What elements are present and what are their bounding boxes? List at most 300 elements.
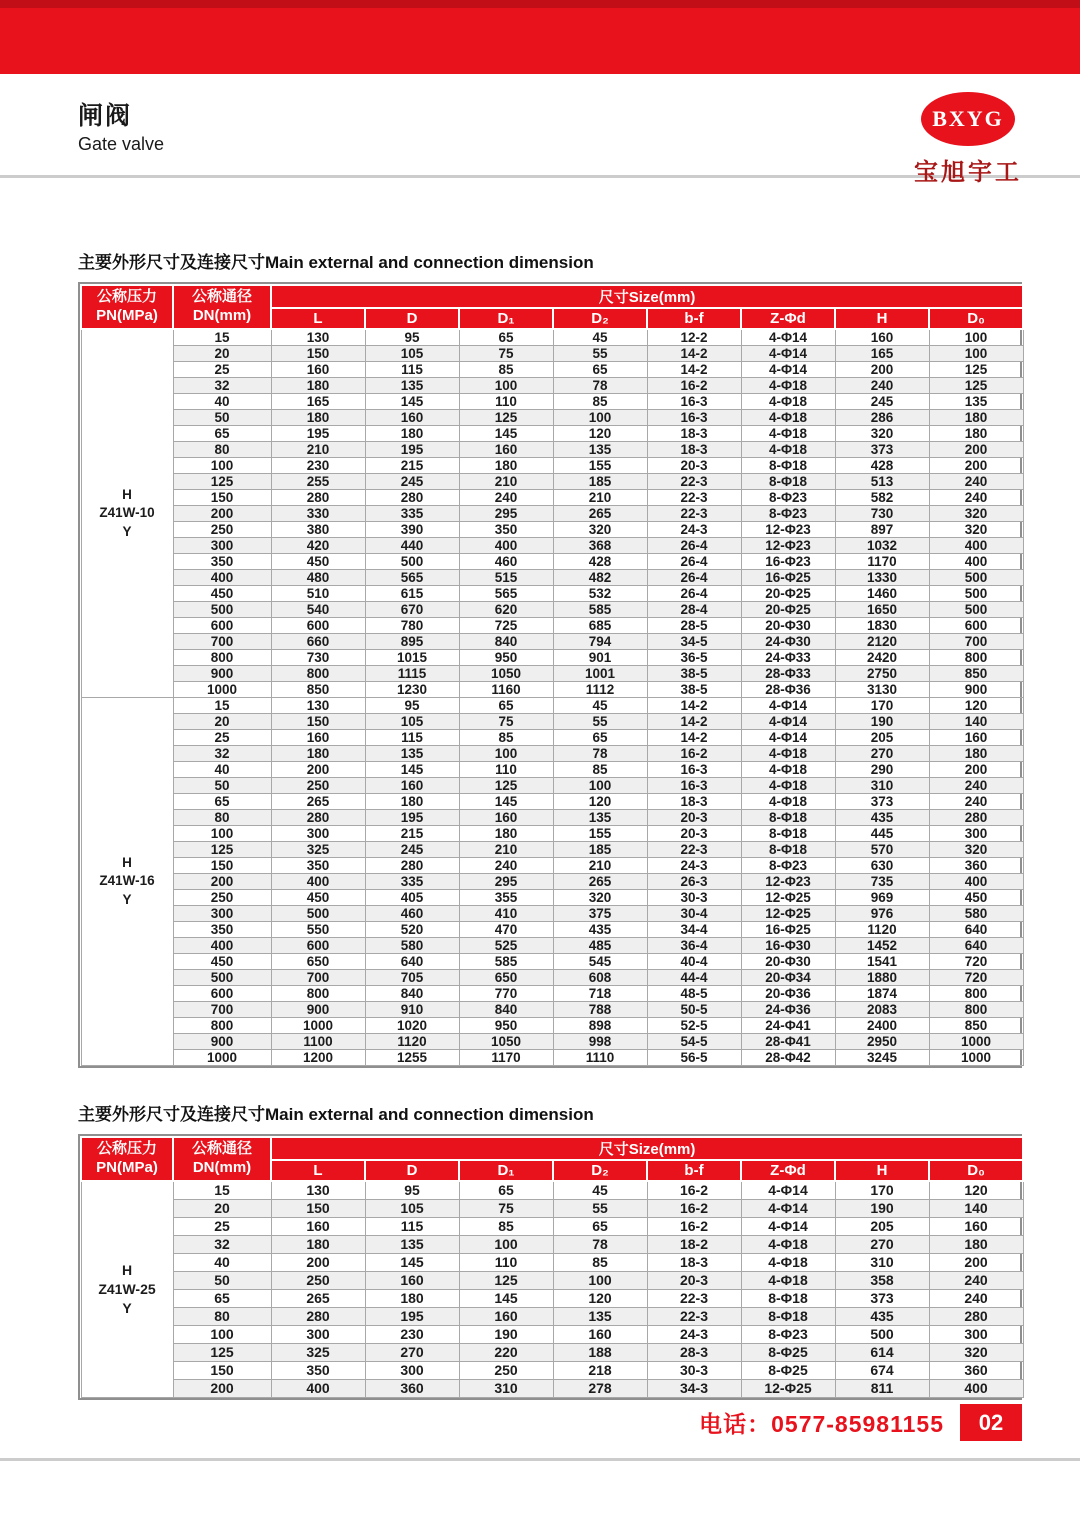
model-label-cell xyxy=(81,329,173,698)
table-row xyxy=(81,858,1023,874)
table-cell: 100 xyxy=(173,1325,271,1343)
table-cell: 1000 xyxy=(271,1018,365,1034)
table-cell: 50 xyxy=(173,1271,271,1289)
table-cell: 38-5 xyxy=(647,666,741,682)
col-header-3: D₂ xyxy=(553,1160,647,1181)
table-cell: 145 xyxy=(365,762,459,778)
table-cell: 4-Φ18 xyxy=(741,394,835,410)
table-cell: 840 xyxy=(365,986,459,1002)
table-cell: 145 xyxy=(459,426,553,442)
table-cell: 4-Φ18 xyxy=(741,794,835,810)
table-cell: 150 xyxy=(173,1361,271,1379)
table-cell: 135 xyxy=(365,1235,459,1253)
table-cell: 2083 xyxy=(835,1002,929,1018)
table-cell: 725 xyxy=(459,618,553,634)
table-row xyxy=(81,874,1023,890)
table-cell: 65 xyxy=(173,1289,271,1307)
table-cell: 350 xyxy=(459,522,553,538)
col-header-dn-en: DN(mm) xyxy=(192,307,252,324)
table-cell: 20-Φ30 xyxy=(741,618,835,634)
table-row xyxy=(81,730,1023,746)
table-row xyxy=(81,1235,1023,1253)
table-row xyxy=(81,746,1023,762)
table-cell: 180 xyxy=(365,426,459,442)
table-cell: 265 xyxy=(553,874,647,890)
table-cell: 210 xyxy=(459,474,553,490)
table-cell: 16-2 xyxy=(647,1181,741,1199)
table-cell: 400 xyxy=(271,874,365,890)
table-cell: 3130 xyxy=(835,682,929,698)
table-cell: 20-3 xyxy=(647,458,741,474)
table-cell: 4-Φ18 xyxy=(741,778,835,794)
table-cell: 255 xyxy=(271,474,365,490)
table-cell: 40-4 xyxy=(647,954,741,970)
table-cell: 405 xyxy=(365,890,459,906)
table-cell: 513 xyxy=(835,474,929,490)
table-row xyxy=(81,410,1023,426)
table-cell: 28-Φ42 xyxy=(741,1050,835,1066)
table-cell: 620 xyxy=(459,602,553,618)
table-cell: 75 xyxy=(459,714,553,730)
table-cell: 300 xyxy=(929,826,1023,842)
table-cell: 26-4 xyxy=(647,538,741,554)
table-cell: 56-5 xyxy=(647,1050,741,1066)
table-cell: 130 xyxy=(271,698,365,714)
table-cell: 700 xyxy=(173,1002,271,1018)
top-banner xyxy=(0,0,1080,74)
table-cell: 240 xyxy=(459,490,553,506)
table-cell: 16-2 xyxy=(647,378,741,394)
table-cell: 360 xyxy=(929,858,1023,874)
table-cell: 901 xyxy=(553,650,647,666)
table-row xyxy=(81,506,1023,522)
table-cell: 532 xyxy=(553,586,647,602)
table-cell: 18-3 xyxy=(647,1253,741,1271)
table-cell: 25 xyxy=(173,362,271,378)
table-cell: 160 xyxy=(271,1217,365,1235)
model-label-cell xyxy=(81,698,173,1066)
table-cell: 155 xyxy=(553,458,647,474)
footer-divider xyxy=(0,1458,1080,1461)
table-cell: 280 xyxy=(365,490,459,506)
page-header xyxy=(0,74,1080,186)
table-cell: 160 xyxy=(271,730,365,746)
table-cell: 320 xyxy=(553,890,647,906)
table-cell: 115 xyxy=(365,362,459,378)
table-cell: 735 xyxy=(835,874,929,890)
table-cell: 40 xyxy=(173,1253,271,1271)
table-cell: 500 xyxy=(271,906,365,922)
table-cell: 100 xyxy=(459,746,553,762)
table-row xyxy=(81,602,1023,618)
table-cell: 250 xyxy=(173,522,271,538)
table-row xyxy=(81,634,1023,650)
table-cell: 640 xyxy=(929,922,1023,938)
table-cell: 24-Φ33 xyxy=(741,650,835,666)
table-cell: 325 xyxy=(271,842,365,858)
table-cell: 8-Φ23 xyxy=(741,1325,835,1343)
table-cell: 65 xyxy=(459,698,553,714)
table-cell: 614 xyxy=(835,1343,929,1361)
table-cell: 180 xyxy=(929,746,1023,762)
table-cell: 180 xyxy=(271,410,365,426)
table-cell: 135 xyxy=(365,378,459,394)
table-cell: 270 xyxy=(835,1235,929,1253)
table-cell: 200 xyxy=(173,506,271,522)
table-cell: 520 xyxy=(365,922,459,938)
table-cell: 210 xyxy=(553,858,647,874)
table-cell: 218 xyxy=(553,1361,647,1379)
table-cell: 897 xyxy=(835,522,929,538)
table-row xyxy=(81,810,1023,826)
table-cell: 1452 xyxy=(835,938,929,954)
table-cell: 150 xyxy=(173,858,271,874)
table-cell: 360 xyxy=(929,1361,1023,1379)
col-header-1: D xyxy=(365,1160,459,1181)
table-cell: 100 xyxy=(173,826,271,842)
model-label-line: Z41W-16 xyxy=(99,873,155,889)
table-cell: 800 xyxy=(929,1002,1023,1018)
table-cell: 600 xyxy=(271,618,365,634)
table-cell: 32 xyxy=(173,378,271,394)
table-cell: 16-3 xyxy=(647,394,741,410)
table-cell: 12-Φ25 xyxy=(741,1379,835,1397)
table-cell: 4-Φ14 xyxy=(741,1181,835,1199)
table-row xyxy=(81,666,1023,682)
table-row xyxy=(81,1361,1023,1379)
table-row xyxy=(81,394,1023,410)
table-cell: 400 xyxy=(929,554,1023,570)
table-cell: 160 xyxy=(365,778,459,794)
model-label-line: Z41W-25 xyxy=(98,1280,156,1297)
table-cell: 400 xyxy=(929,1379,1023,1397)
table-cell: 26-4 xyxy=(647,586,741,602)
model-label-cell xyxy=(81,1181,173,1397)
table-cell: 12-Φ23 xyxy=(741,874,835,890)
table-cell: 1460 xyxy=(835,586,929,602)
table-cell: 720 xyxy=(929,970,1023,986)
model-label-line: Y xyxy=(122,891,132,907)
table-cell: 368 xyxy=(553,538,647,554)
table-cell: 215 xyxy=(365,458,459,474)
table-cell: 78 xyxy=(553,746,647,762)
table-cell: 105 xyxy=(365,714,459,730)
table-cell: 450 xyxy=(929,890,1023,906)
table-cell: 75 xyxy=(459,1199,553,1217)
table-cell: 500 xyxy=(365,554,459,570)
table-cell: 52-5 xyxy=(647,1018,741,1034)
table-cell: 1015 xyxy=(365,650,459,666)
table-row xyxy=(81,1307,1023,1325)
table-cell: 8-Φ25 xyxy=(741,1343,835,1361)
table-cell: 800 xyxy=(173,650,271,666)
table-cell: 410 xyxy=(459,906,553,922)
table-cell: 190 xyxy=(835,1199,929,1217)
table-cell: 34-5 xyxy=(647,634,741,650)
table-cell: 55 xyxy=(553,346,647,362)
table-cell: 145 xyxy=(459,1289,553,1307)
table-row xyxy=(81,826,1023,842)
table-cell: 130 xyxy=(271,1181,365,1199)
table-cell: 700 xyxy=(271,970,365,986)
table-cell: 135 xyxy=(553,810,647,826)
page-subtitle: Gate valve xyxy=(78,134,165,154)
table-cell: 22-3 xyxy=(647,474,741,490)
table-row xyxy=(81,1050,1023,1066)
table-cell: 1330 xyxy=(835,570,929,586)
table-cell: 320 xyxy=(929,506,1023,522)
table-cell: 160 xyxy=(459,1307,553,1325)
table-cell: 325 xyxy=(271,1343,365,1361)
table-row xyxy=(81,1379,1023,1397)
table-cell: 950 xyxy=(459,1018,553,1034)
table-cell: 170 xyxy=(835,698,929,714)
table-cell: 400 xyxy=(929,538,1023,554)
table-cell: 4-Φ18 xyxy=(741,426,835,442)
page-number-badge: 02 xyxy=(960,1404,1022,1441)
table-cell: 1100 xyxy=(271,1034,365,1050)
table-cell: 14-2 xyxy=(647,730,741,746)
table-cell: 165 xyxy=(271,394,365,410)
table-cell: 48-5 xyxy=(647,986,741,1002)
table-header-row-1 xyxy=(81,285,1023,308)
table-cell: 50-5 xyxy=(647,1002,741,1018)
table-cell: 80 xyxy=(173,1307,271,1325)
table-cell: 36-5 xyxy=(647,650,741,666)
table-cell: 280 xyxy=(271,810,365,826)
dimension-table-1-wrap xyxy=(78,282,1022,1068)
table-row xyxy=(81,842,1023,858)
table-cell: 705 xyxy=(365,970,459,986)
table-cell: 85 xyxy=(553,762,647,778)
table-cell: 450 xyxy=(173,586,271,602)
table-cell: 2950 xyxy=(835,1034,929,1050)
table-cell: 570 xyxy=(835,842,929,858)
table-cell: 30-3 xyxy=(647,1361,741,1379)
col-header-pn-cn: 公称压力 xyxy=(96,288,157,306)
table-cell: 1000 xyxy=(929,1034,1023,1050)
table-cell: 650 xyxy=(271,954,365,970)
table-cell: 608 xyxy=(553,970,647,986)
table-cell: 8-Φ18 xyxy=(741,474,835,490)
table-row xyxy=(81,1271,1023,1289)
table-cell: 100 xyxy=(929,329,1023,346)
table-cell: 355 xyxy=(459,890,553,906)
table-cell: 125 xyxy=(173,474,271,490)
table-cell: 150 xyxy=(271,346,365,362)
table-cell: 800 xyxy=(173,1018,271,1034)
table-cell: 30-3 xyxy=(647,890,741,906)
brand-logo-text: BXYG xyxy=(932,106,1004,131)
table-cell: 20-Φ25 xyxy=(741,586,835,602)
table-row xyxy=(81,1002,1023,1018)
table-cell: 4-Φ18 xyxy=(741,1271,835,1289)
table-cell: 18-3 xyxy=(647,426,741,442)
table-cell: 50 xyxy=(173,778,271,794)
table-cell: 180 xyxy=(929,410,1023,426)
table-cell: 200 xyxy=(929,1253,1023,1271)
table-cell: 65 xyxy=(173,794,271,810)
col-header-4: b-f xyxy=(647,308,741,329)
table-cell: 180 xyxy=(459,826,553,842)
table-cell: 120 xyxy=(553,426,647,442)
table-cell: 1112 xyxy=(553,682,647,698)
table-cell: 4-Φ18 xyxy=(741,746,835,762)
page-footer xyxy=(699,1404,1022,1441)
table-cell: 310 xyxy=(835,1253,929,1271)
table-cell: 20-Φ36 xyxy=(741,986,835,1002)
table-cell: 500 xyxy=(929,602,1023,618)
table-cell: 450 xyxy=(173,954,271,970)
table-cell: 15 xyxy=(173,329,271,346)
brand-logo-icon xyxy=(921,92,1015,146)
table-cell: 780 xyxy=(365,618,459,634)
table-cell: 1170 xyxy=(835,554,929,570)
table-row xyxy=(81,938,1023,954)
table-cell: 1830 xyxy=(835,618,929,634)
table-cell: 350 xyxy=(271,858,365,874)
table-cell: 660 xyxy=(271,634,365,650)
col-header-5: Z-Φd xyxy=(741,1160,835,1181)
table-cell: 20-Φ25 xyxy=(741,602,835,618)
table-cell: 95 xyxy=(365,329,459,346)
table-cell: 16-Φ30 xyxy=(741,938,835,954)
col-header-dn xyxy=(173,285,271,329)
model-label-line: Z41W-10 xyxy=(99,505,155,521)
table-cell: 125 xyxy=(929,378,1023,394)
table-row xyxy=(81,522,1023,538)
table-cell: 14-2 xyxy=(647,346,741,362)
table-cell: 25 xyxy=(173,730,271,746)
table-cell: 525 xyxy=(459,938,553,954)
table-cell: 65 xyxy=(459,1181,553,1199)
table-cell: 205 xyxy=(835,730,929,746)
table-cell: 850 xyxy=(271,682,365,698)
table-row xyxy=(81,426,1023,442)
table-cell: 700 xyxy=(173,634,271,650)
table-cell: 16-2 xyxy=(647,746,741,762)
col-header-dn-en: DN(mm) xyxy=(192,1159,252,1176)
col-header-2: D₁ xyxy=(459,308,553,329)
table-cell: 794 xyxy=(553,634,647,650)
table-cell: 28-3 xyxy=(647,1343,741,1361)
table-cell: 4-Φ14 xyxy=(741,1217,835,1235)
table-cell: 1230 xyxy=(365,682,459,698)
table-cell: 290 xyxy=(835,762,929,778)
table-cell: 65 xyxy=(553,1217,647,1235)
table-cell: 8-Φ23 xyxy=(741,490,835,506)
table-row xyxy=(81,762,1023,778)
table-cell: 1110 xyxy=(553,1050,647,1066)
table-cell: 100 xyxy=(553,1271,647,1289)
table-cell: 8-Φ23 xyxy=(741,506,835,522)
table-cell: 800 xyxy=(929,650,1023,666)
table-row xyxy=(81,538,1023,554)
table-cell: 390 xyxy=(365,522,459,538)
table-cell: 28-Φ41 xyxy=(741,1034,835,1050)
table-cell: 8-Φ18 xyxy=(741,1307,835,1325)
table-cell: 180 xyxy=(929,426,1023,442)
table-cell: 270 xyxy=(365,1343,459,1361)
table-cell: 600 xyxy=(173,618,271,634)
model-label-line: H xyxy=(122,487,132,503)
table-cell: 320 xyxy=(835,426,929,442)
table-cell: 16-3 xyxy=(647,410,741,426)
table-cell: 330 xyxy=(271,506,365,522)
table-cell: 8-Φ18 xyxy=(741,458,835,474)
table-cell: 250 xyxy=(459,1361,553,1379)
title-block xyxy=(78,96,164,155)
table-cell: 375 xyxy=(553,906,647,922)
model-label-line: Y xyxy=(122,523,132,539)
table-row xyxy=(81,794,1023,810)
table-cell: 300 xyxy=(271,826,365,842)
section-title-2: 主要外形尺寸及连接尺寸Main external and connection dimension xyxy=(78,1105,594,1124)
table-cell: 30-4 xyxy=(647,906,741,922)
table-cell: 500 xyxy=(929,586,1023,602)
table-row xyxy=(81,954,1023,970)
table-cell: 2120 xyxy=(835,634,929,650)
dimension-table-2-wrap xyxy=(78,1134,1022,1400)
table-cell: 65 xyxy=(553,730,647,746)
table-cell: 65 xyxy=(173,426,271,442)
table-cell: 24-3 xyxy=(647,1325,741,1343)
table-cell: 900 xyxy=(929,682,1023,698)
col-header-pn-en: PN(MPa) xyxy=(96,307,158,324)
table-cell: 900 xyxy=(173,666,271,682)
model-label-line: Y xyxy=(122,1299,132,1316)
table-cell: 125 xyxy=(459,778,553,794)
table-cell: 2420 xyxy=(835,650,929,666)
table-cell: 210 xyxy=(553,490,647,506)
table-cell: 540 xyxy=(271,602,365,618)
table-cell: 545 xyxy=(553,954,647,970)
table-cell: 265 xyxy=(553,506,647,522)
table-cell: 150 xyxy=(271,1199,365,1217)
table-cell: 188 xyxy=(553,1343,647,1361)
table-cell: 145 xyxy=(365,1253,459,1271)
phone-label: 电话： xyxy=(699,1411,772,1437)
table-cell: 270 xyxy=(835,746,929,762)
table-cell: 55 xyxy=(553,1199,647,1217)
table-cell: 1032 xyxy=(835,538,929,554)
table-cell: 650 xyxy=(459,970,553,986)
dimension-table-1 xyxy=(80,284,1024,1066)
table-cell: 14-2 xyxy=(647,698,741,714)
table-cell: 240 xyxy=(929,474,1023,490)
table-cell: 280 xyxy=(929,810,1023,826)
table-cell: 155 xyxy=(553,826,647,842)
table-cell: 700 xyxy=(929,634,1023,650)
table-cell: 120 xyxy=(929,698,1023,714)
table-row xyxy=(81,1181,1023,1199)
table-cell: 115 xyxy=(365,730,459,746)
col-header-pn-en: PN(MPa) xyxy=(96,1159,158,1176)
table-cell: 12-2 xyxy=(647,329,741,346)
table-cell: 16-Φ25 xyxy=(741,570,835,586)
table-cell: 800 xyxy=(271,666,365,682)
table-cell: 4-Φ14 xyxy=(741,362,835,378)
table-cell: 800 xyxy=(271,986,365,1002)
table-cell: 500 xyxy=(929,570,1023,586)
table-cell: 24-3 xyxy=(647,522,741,538)
table-cell: 280 xyxy=(271,1307,365,1325)
table-cell: 295 xyxy=(459,506,553,522)
table-cell: 14-2 xyxy=(647,362,741,378)
table-cell: 20-3 xyxy=(647,810,741,826)
table-cell: 1650 xyxy=(835,602,929,618)
table-cell: 480 xyxy=(271,570,365,586)
